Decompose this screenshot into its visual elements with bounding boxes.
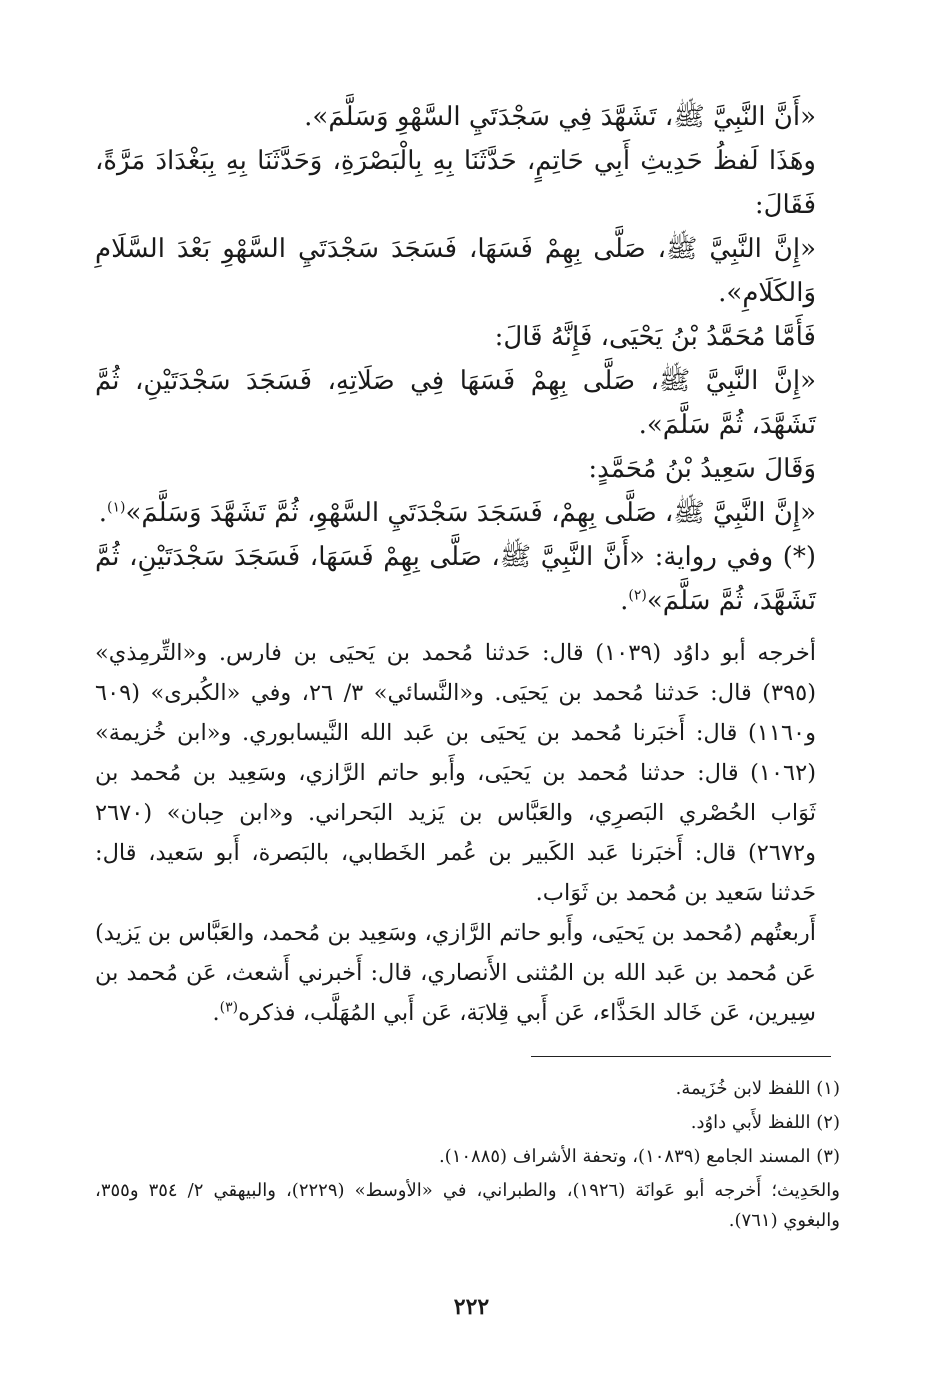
footnote-3: (٣) المسند الجامع (١٠٨٣٩)، وتحفة الأشراف (١٠٨٨٥). [438, 1146, 840, 1167]
page-number: ٢٢٢ [453, 1294, 490, 1320]
hadith-line-5: «إِنَّ النَّبِيَّ ﷺ، صَلَّى بِهِمْ فَسَهَا فِي صَلَاتِهِ، فَسَجَدَ سَجْدَتَيْنِ، ثُمَّ تَشَهَّدَ، ثُمَّ سَلَّمَ». [95, 366, 816, 440]
takhrij-paragraph-2 [95, 913, 840, 1033]
hadith-line-6: وَقَالَ سَعِيدُ بْنُ مُحَمَّدٍ: [588, 454, 816, 484]
footnote-divider [531, 1056, 831, 1057]
hadith-line-7-end: . [98, 498, 107, 528]
footnote-ref-2: (٢) [628, 587, 647, 604]
hadith-line-7 [95, 491, 840, 535]
footnote-ref-1: (١) [106, 499, 126, 516]
takhrij-section [95, 633, 840, 1033]
hadith-line-2: وهَذَا لَفظُ حَدِيثِ أَبِي حَاتِمٍ، حَدَّثَنَا بِهِ بِالْبَصْرَةِ، وَحَدَّثَنَا بِهِ بِبَغْدَادَ مَرَّةً، فَقَالَ: [95, 146, 816, 220]
takhrij-paragraph-2-text: أَربعتُهم (مُحمد بن يَحيَى، وأَبو حاتم الرَّازي، وسَعِيد بن مُحمد، والعَبَّاس بن يَزيد) عَن مُحمد بن عَبد الله بن المُثنى الأَنصاري، قال: أَخبرني أَشعث، عَن مُحمد بن سِيرين، عَن خَالد الحَذَّاء، عَن أَبي قِلابَة، عَن أَبي المُهَلَّب، فذكره [95, 920, 816, 1026]
takhrij-paragraph-2-end: . [212, 1000, 220, 1026]
takhrij-paragraph-1: أخرجه أبو داوُد (١٠٣٩) قال: حَدثنا مُحمد بن يَحيَى بن فارس. و«التِّرمِذي» (٣٩٥) قال: حَدثنا مُحمد بن يَحيَى. و«النَّسائي» ٣/ ٢٦، وفي «الكُبرى» (٦٠٩ و١١٦٠) قال: أَخبَرنا مُحمد بن يَحيَى بن عَبد الله النَّيسابوري. و«ابن خُزيمة» (١٠٦٢) قال: حدثنا مُحمد بن يَحيَى، وأَبو حاتم الرَّازي، وسَعِيد بن مُحمد بن ثَوَاب الحُصْري البَصرِي، والعَبَّاس بن يَزيد البَحراني. و«ابن حِبان» (٢٦٧٠ و٢٦٧٢) قال: أَخبَرنا عَبد الكَبير بن عُمر الخَطابي، بالبَصرة، أَبو سَعيد، قال: حَدثنا سَعيد بن مُحمد بن ثَوَاب. [95, 640, 816, 906]
footnote-3-continuation: والحَدِيث؛ أَخرجه أبو عَوانَة (١٩٢٦)، والطبراني، في «الأوسط» (٢٢٢٩)، والبيهقي ٢/ ٣٥٤ و٣٥٥، والبغوي (٧٦١). [95, 1180, 840, 1231]
hadith-line-3: «إِنَّ النَّبِيَّ ﷺ، صَلَّى بِهِمْ فَسَهَا، فَسَجَدَ سَجْدَتَيِ السَّهْوِ بَعْدَ السَّلَامِ وَالكَلَامِ». [95, 234, 816, 308]
hadith-line-4: فَأَمَّا مُحَمَّدُ بْنُ يَحْيَى، فَإِنَّهُ قَالَ: [494, 322, 816, 352]
hadith-line-7-text: «إِنَّ النَّبِيَّ ﷺ، صَلَّى بِهِمْ، فَسَجَدَ سَجْدَتَيِ السَّهْوِ، ثُمَّ تَشَهَّدَ وَسَلَّمَ» [125, 498, 816, 528]
hadith-line-8-end: . [620, 586, 629, 616]
hadith-line-8-text: (*) وفي رواية: «أَنَّ النَّبِيَّ ﷺ، صَلَّى بِهِمْ فَسَهَا، فَسَجَدَ سَجْدَتَيْنِ، ثُمَّ تَشَهَّدَ، ثُمَّ سَلَّمَ» [95, 542, 816, 616]
hadith-line-8 [95, 535, 840, 623]
hadith-text [95, 95, 840, 623]
footnote-2: (٢) اللفظ لأَبي داوُد. [690, 1112, 840, 1133]
footnote-ref-3: (٣) [219, 999, 239, 1016]
footnotes [95, 1074, 840, 1240]
page-body [95, 95, 840, 1033]
footnote-1: (١) اللفظ لابن خُزَيمة. [675, 1078, 840, 1099]
hadith-line-1: «أَنَّ النَّبِيَّ ﷺ، تَشَهَّدَ فِي سَجْدَتَيِ السَّهْوِ وَسَلَّمَ». [304, 102, 816, 132]
